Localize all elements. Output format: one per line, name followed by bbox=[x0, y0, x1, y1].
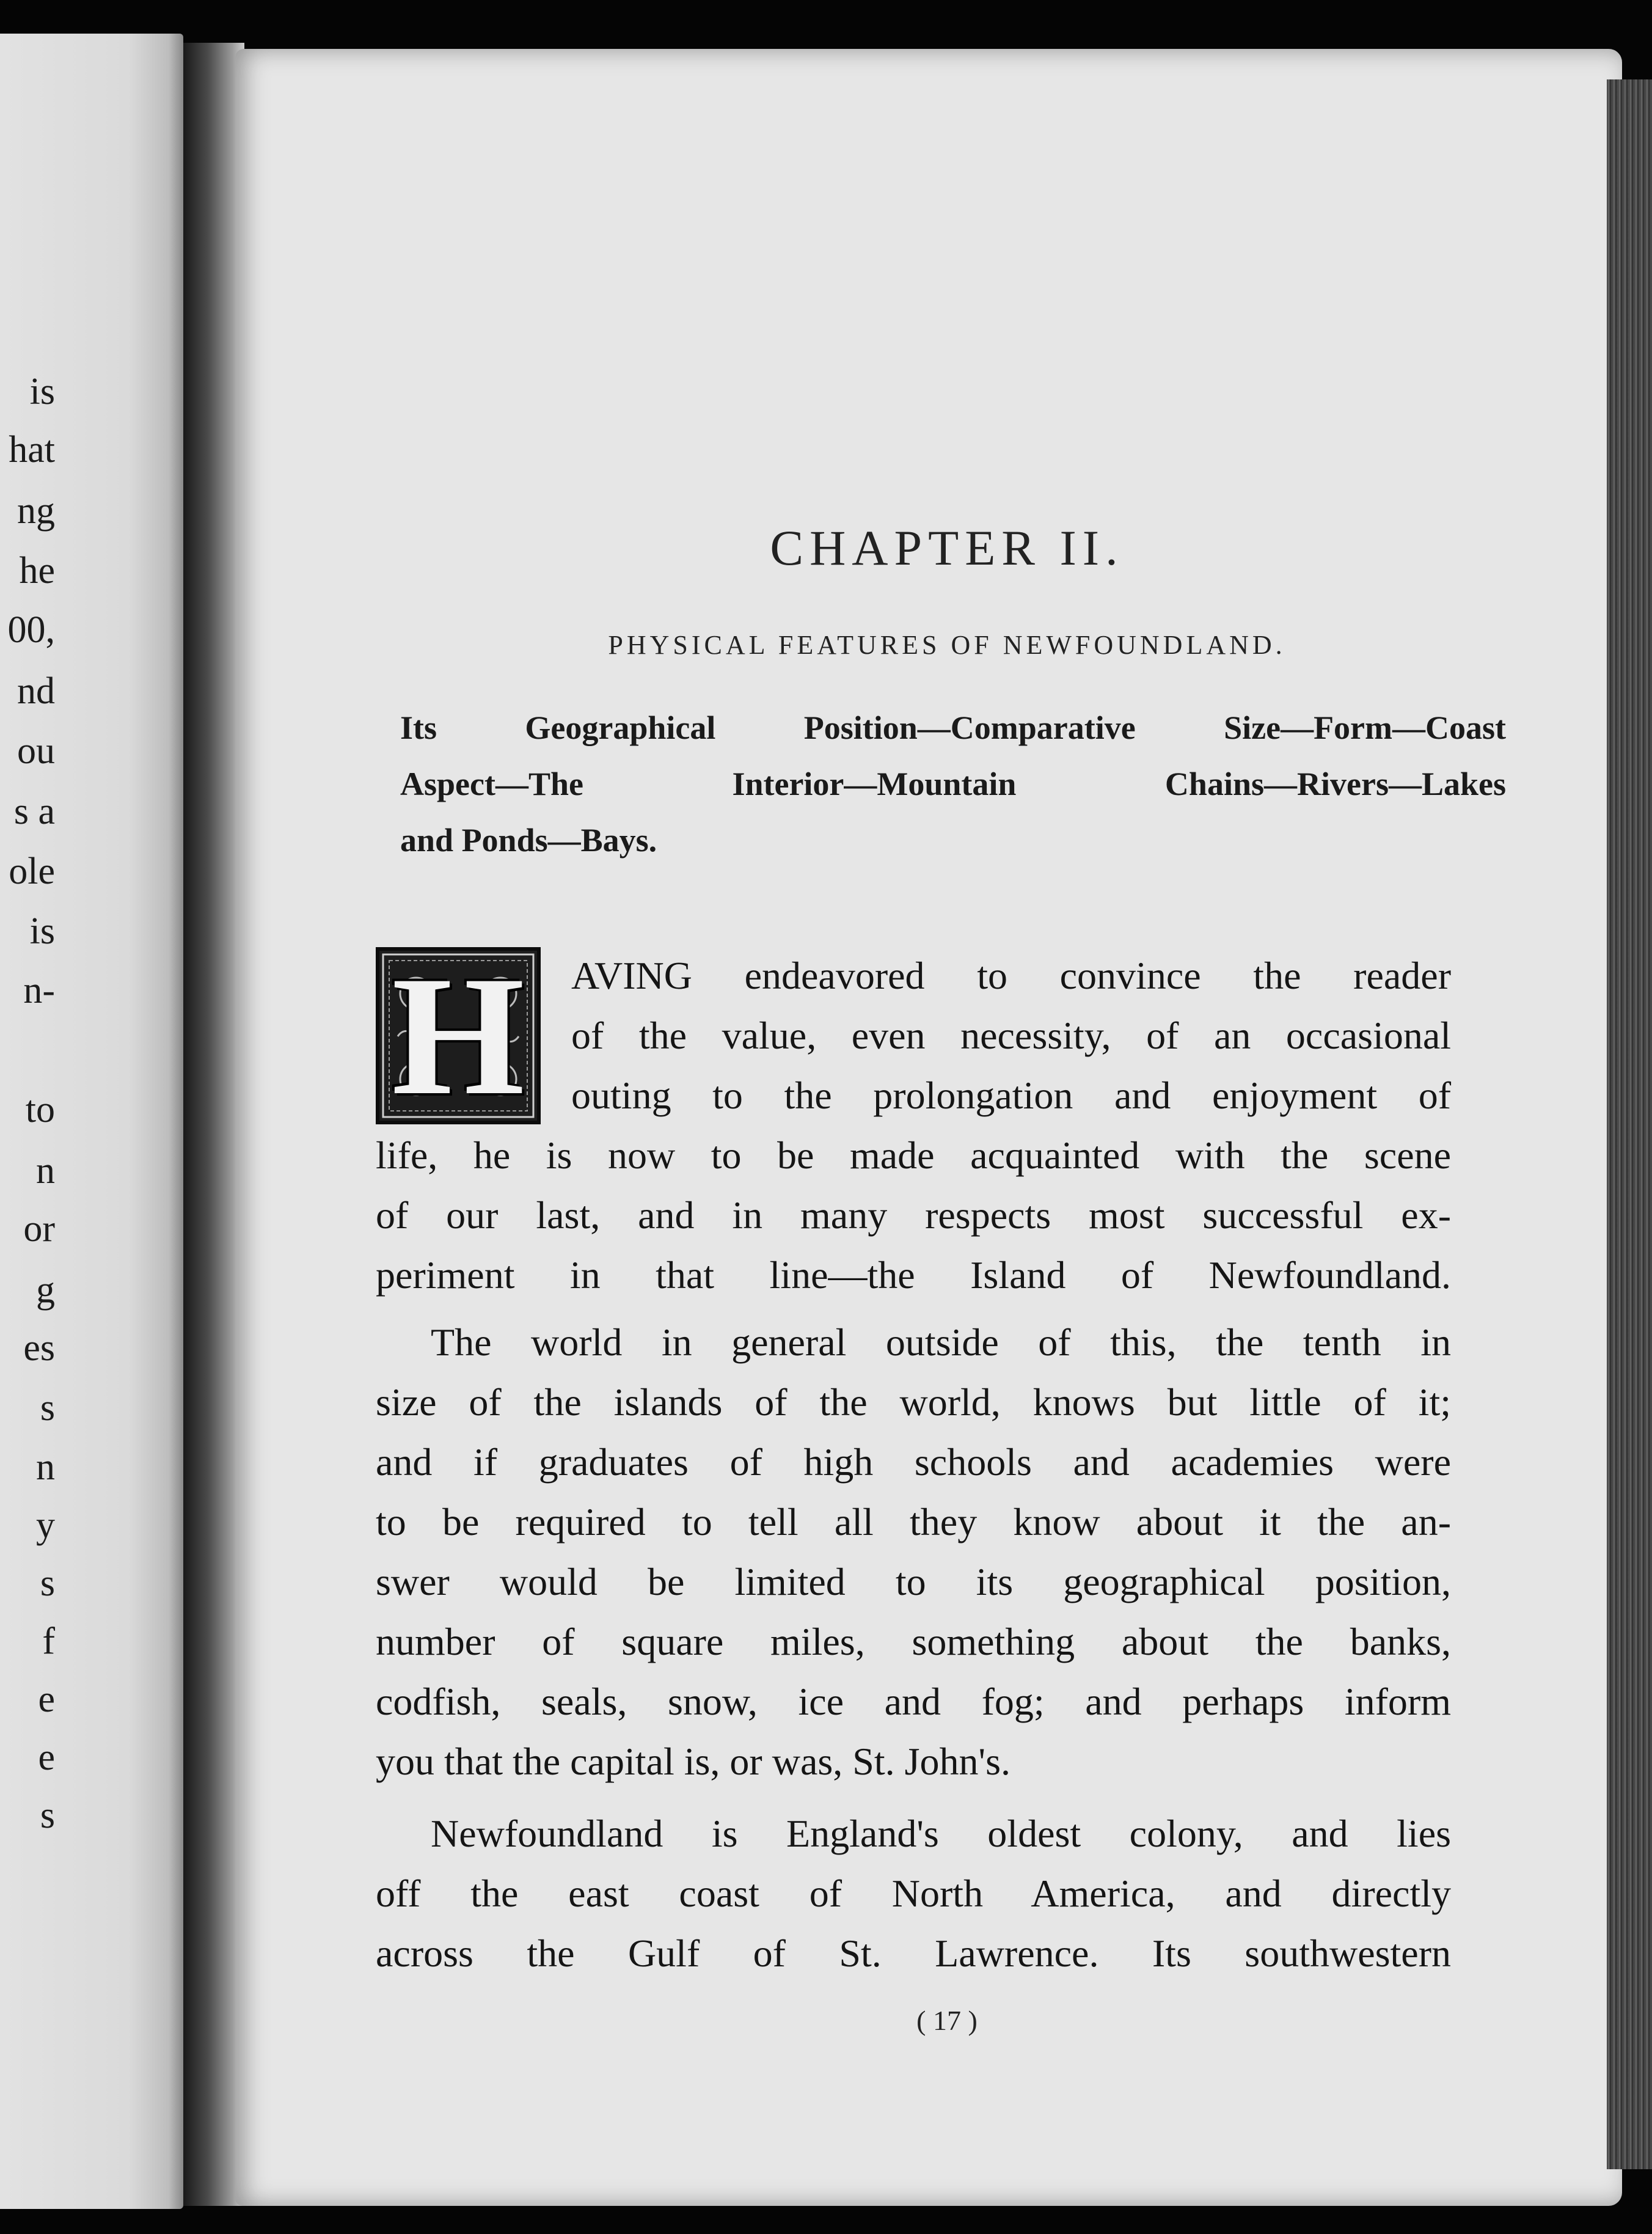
text-line: periment in that line—the Island of Newfoundland. bbox=[376, 1253, 1451, 1297]
summary-line: and Ponds—Bays. bbox=[400, 822, 657, 859]
left-page-fragment: n- bbox=[23, 970, 55, 1011]
right-page bbox=[235, 49, 1622, 2206]
text-line: life, he is now to be made acquainted with the scene bbox=[376, 1133, 1451, 1177]
left-page-fragment: f bbox=[42, 1621, 55, 1662]
page-block-edge bbox=[1607, 79, 1652, 2169]
text-line: to be required to tell all they know about it the an- bbox=[376, 1500, 1451, 1544]
left-page-fragment: e bbox=[38, 1679, 55, 1720]
left-page-fragment: es bbox=[23, 1327, 55, 1369]
text-line: across the Gulf of St. Lawrence. Its southwestern bbox=[376, 1932, 1451, 1975]
left-page-fragment: n bbox=[36, 1150, 55, 1192]
chapter-summary bbox=[400, 700, 1506, 868]
text-line: and if graduates of high schools and academies were bbox=[376, 1440, 1451, 1484]
paragraph-3 bbox=[376, 1804, 1451, 1983]
paragraph-2 bbox=[376, 1313, 1451, 1792]
text-line: you that the capital is, or was, St. John's. bbox=[376, 1740, 1011, 1783]
summary-line: Aspect—The Interior—Mountain Chains—Rivers—Lakes bbox=[400, 766, 1506, 802]
text-line: The world in general outside of this, the tenth in bbox=[431, 1320, 1451, 1364]
text-line: outing to the prolongation and enjoyment of bbox=[571, 1074, 1451, 1117]
left-page-fragment: hat bbox=[9, 429, 55, 471]
left-page-fragment: ole bbox=[9, 851, 55, 892]
left-page-fragment: ou bbox=[17, 730, 55, 772]
text-line: of the value, even necessity, of an occasional bbox=[571, 1014, 1451, 1057]
left-page-fragment: s bbox=[40, 1562, 55, 1604]
left-page-fragment: ng bbox=[17, 490, 55, 532]
chapter-heading: CHAPTER II. bbox=[770, 520, 1124, 576]
left-page-fragment: 00, bbox=[7, 609, 55, 651]
text-line: number of square miles, something about the banks, bbox=[376, 1620, 1451, 1663]
text-line: of our last, and in many respects most successful ex- bbox=[376, 1193, 1451, 1237]
text-line: size of the islands of the world, knows but little of it; bbox=[376, 1380, 1451, 1424]
text-line: AVING endeavored to convince the reader bbox=[571, 954, 1451, 997]
left-page-fragment: s bbox=[40, 1795, 55, 1836]
left-page-fragment: e bbox=[38, 1737, 55, 1778]
text-line: codfish, seals, snow, ice and fog; and perhaps inform bbox=[376, 1680, 1451, 1723]
left-page-fragment: s a bbox=[13, 791, 55, 832]
left-page-fragment: s bbox=[40, 1387, 55, 1429]
left-page-fragment: he bbox=[19, 550, 55, 591]
chapter-subtitle: PHYSICAL FEATURES OF NEWFOUNDLAND. bbox=[608, 630, 1286, 660]
left-page-fragment: g bbox=[36, 1269, 55, 1311]
dropcap-letter: H bbox=[392, 940, 525, 1130]
left-page-fragment: y bbox=[36, 1504, 55, 1546]
text-line: off the east coast of North America, and directly bbox=[376, 1872, 1451, 1915]
left-page-fragment: is bbox=[29, 910, 55, 952]
page-number: ( 17 ) bbox=[916, 2005, 978, 2036]
paragraph-1 bbox=[376, 1126, 1451, 1305]
left-page-fragment: or bbox=[23, 1208, 55, 1250]
text-line: Newfoundland is England's oldest colony, and lies bbox=[431, 1812, 1451, 1855]
left-facing-page bbox=[0, 34, 183, 2209]
summary-line: Its Geographical Position—Comparative Size—Form—Coast bbox=[400, 709, 1506, 746]
left-page-fragment: to bbox=[25, 1089, 55, 1130]
text-line: swer would be limited to its geographical position, bbox=[376, 1560, 1451, 1603]
ornamental-dropcap bbox=[376, 940, 541, 1130]
paragraph-1-dropcap-lines bbox=[571, 946, 1451, 1126]
left-page-fragment: n bbox=[36, 1446, 55, 1488]
left-page-fragment: is bbox=[29, 371, 55, 412]
left-page-fragment: nd bbox=[17, 670, 55, 712]
